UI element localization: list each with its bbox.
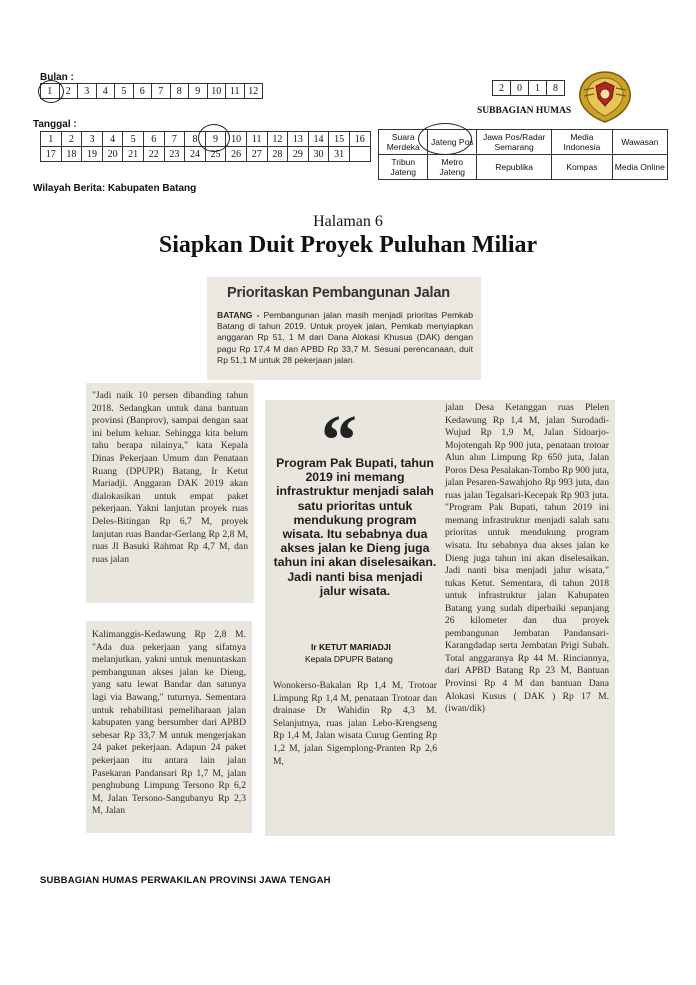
day-cell: 29 bbox=[288, 147, 309, 162]
quote-mark-icon: “ bbox=[321, 400, 357, 480]
media-suara-merdeka: Suara Merdeka bbox=[379, 130, 428, 155]
column3-text: jalan Desa Ketanggan ruas Plelen Kedawung Rp 1,4 M, jalan Surodadi-Wujud Rp 1,9 M, Jalan Sidoarjo-Mojotengah Rp 900 juta, penataan trotoar Alun alun Limpung Rp 650 juta, Jalan Poros Desa Pesalakan-Tombo Rp 900 juta, jalan Pesaren-Sawahjoho Rp 993 juta, dan ruas jalan Tegalsari-Kecepak Rp 903 juta. "Program Pak Bupati, tahun 2019 ini memang infrastruktur menjadi salah satu prioritas untuk mendukung program wisata. Itu sebabnya dua akses jalan ke Dieng juga tahun ini akan diselesaikan. Jadi nanti bisa menjadi jalur wisata," tukas Ketut. Sementara, di tahun 2018 untuk infrastruktur jalan Kabupaten Batang yang sudah diperbaiki sepanjang 26 kilometer dan dua proyek pembangunan Jembatan Pandansari-Karangdadap serta Jembatan Prigi Subah. Total anggaranya Rp 44 M. Rinciannya, dari APBD Batang Rp 23 M, Bantuan Provinsi Rp 4 M dan bantuan Dana Alokasi Kusus ( DAK ) Rp 17 M. (iwan/dik) bbox=[445, 402, 609, 715]
subbagian-humas-label: SUBBAGIAN HUMAS bbox=[477, 106, 572, 116]
media-media-indonesia: Media Indonesia bbox=[552, 130, 613, 155]
quote-name: Ir KETUT MARIADJI bbox=[311, 642, 391, 652]
media-jateng-pos: Jateng Pos bbox=[428, 130, 477, 155]
year-digit-cell: 2 bbox=[493, 81, 511, 96]
box-text: Pembangunan jalan masih menjadi prioritas Pemkab Batang di tahun 2019. Untuk proyek jalan, Pemkab menyiapkan anggaran Rp 51, 1 M dari Dana Alokasi Khusus (DAK) dengan pagu Rp 17,4 M dan APBD Rp 33,7 M. Sesuai perencanaan, duit Rp 51,1 M untuk 28 pekerjaan jalan. bbox=[217, 310, 474, 365]
day-cell: 30 bbox=[308, 147, 329, 162]
day-cell: 24 bbox=[185, 147, 206, 162]
column1-top-text: "Jadi naik 10 persen dibanding tahun 2018. Sedangkan untuk dana bantuan provinsi (Banprov), sampai dengan saat ini belum keluar. Sehingga kita belum tahu berapa nilainya," kata Kepala Dinas Pekerjaan Umum dan Penataan Ruang (DPUPR) Batang, Ir Ketut Mariadji. Anggaran DAK 2019 akan dialokasikan untuk empat paket pekerjaan. Yakni lanjutan proyek ruas Deles-Bitingan Rp 6,7 M, proyek lanjutan ruas Bandar-Gerlang Rp 2,8 M, ruas Jl Basuki Rahmat Rp 4,7 M, dan ruas jalan bbox=[92, 390, 248, 565]
month-cell: 4 bbox=[96, 84, 115, 99]
day-cell: 8 bbox=[185, 132, 206, 147]
year-digit-cell: 1 bbox=[529, 81, 547, 96]
month-selection-circle bbox=[38, 80, 64, 103]
media-kompas: Kompas bbox=[552, 155, 613, 180]
wilayah-berita: Wilayah Berita: Kabupaten Batang bbox=[33, 183, 197, 194]
day-cell: 18 bbox=[61, 147, 82, 162]
month-cell: 2 bbox=[59, 84, 78, 99]
day-cell: 15 bbox=[329, 132, 350, 147]
month-grid bbox=[40, 83, 263, 99]
column1-bottom-clip bbox=[86, 621, 252, 833]
month-cell: 7 bbox=[152, 84, 171, 99]
day-cell: 2 bbox=[61, 132, 82, 147]
day-cell: 17 bbox=[41, 147, 62, 162]
month-cell: 11 bbox=[226, 84, 245, 99]
garuda-emblem-icon bbox=[574, 68, 636, 126]
column2-text: Wonokerso-Bakalan Rp 1,4 M, Trotoar Limpung Rp 1,4 M, penataan Trotoar dan drainase Dr Wahidin Rp 4,3 M. Selanjutnya, ruas jalan Lebo-Krengseng Rp 1,4 M, Jalan wisata Curug Genting Rp 1,2 M, jalan Sigemplong-Pranten Rp 2,6 M, bbox=[273, 680, 437, 767]
footer-label: SUBBAGIAN HUMAS PERWAKILAN PROVINSI JAWA TENGAH bbox=[40, 875, 331, 886]
media-selection-circle bbox=[418, 123, 472, 155]
day-cell: 5 bbox=[123, 132, 144, 147]
day-cell: 20 bbox=[102, 147, 123, 162]
media-wawasan: Wawasan bbox=[612, 130, 667, 155]
media-republika: Republika bbox=[477, 155, 552, 180]
month-cell: 12 bbox=[244, 84, 263, 99]
day-cell: 28 bbox=[267, 147, 288, 162]
column3 bbox=[445, 402, 609, 716]
year-grid bbox=[492, 80, 565, 96]
day-cell: 12 bbox=[267, 132, 288, 147]
day-cell: 31 bbox=[329, 147, 350, 162]
lead-clip bbox=[207, 277, 481, 380]
column2 bbox=[273, 680, 437, 768]
day-cell: 4 bbox=[102, 132, 123, 147]
day-cell: 14 bbox=[308, 132, 329, 147]
month-cell: 10 bbox=[207, 84, 226, 99]
day-cell: 3 bbox=[82, 132, 103, 147]
column1-top-clip bbox=[86, 383, 254, 603]
media-metro-jateng: Metro Jateng bbox=[428, 155, 477, 180]
day-cell: 26 bbox=[226, 147, 247, 162]
month-cell: 6 bbox=[133, 84, 152, 99]
day-cell: 19 bbox=[82, 147, 103, 162]
month-cell: 5 bbox=[115, 84, 134, 99]
day-cell: 27 bbox=[246, 147, 267, 162]
month-cell: 9 bbox=[189, 84, 208, 99]
box-title: Prioritaskan Pembangunan Jalan bbox=[227, 285, 450, 301]
day-cell: 9 bbox=[205, 132, 226, 147]
main-body-clip bbox=[265, 400, 615, 836]
month-cell: 8 bbox=[170, 84, 189, 99]
quote-block bbox=[273, 400, 437, 675]
box-lead-bold: BATANG - bbox=[217, 310, 260, 320]
day-cell: 1 bbox=[41, 132, 62, 147]
media-tribun-jateng: Tribun Jateng bbox=[379, 155, 428, 180]
month-cell: 3 bbox=[78, 84, 97, 99]
day-cell bbox=[349, 147, 370, 162]
month-cell: 1 bbox=[41, 84, 60, 99]
day-cell: 23 bbox=[164, 147, 185, 162]
year-digit-cell: 8 bbox=[547, 81, 565, 96]
quote-role: Kepala DPUPR Batang bbox=[305, 654, 393, 664]
bulan-label: Bulan : bbox=[40, 72, 74, 83]
page-number: Halaman 6 bbox=[313, 213, 383, 230]
media-online: Media Online bbox=[612, 155, 667, 180]
tanggal-label: Tanggal : bbox=[33, 119, 77, 130]
column1-bottom-text: Kalimanggis-Kedawung Rp 2,8 M. "Ada dua pekerjaan yang sifatnya melanjutkan, yakni untuk menuntaskan pembangunan akses jalan ke Dieng, yang satu lewat Bandar dan satunya lagi via Bawang," tuturnya. Sementara untuk rehabilitasi pemeliharaan jalan kabupaten yang bersumber dari APBD sebesar Rp 33,7 M untuk mengerjakan 24 paket pekerjaan. Adapun 24 paket pekerjaan itu antara lain jalan Pasekaran Pandansari Rp 1,7 M, jalan penghubung Limpung Tersono Rp 6,2 M, Jalan Tersono-Sangubanyu Rp 2,3 M, Jalan bbox=[92, 629, 246, 817]
day-cell: 13 bbox=[288, 132, 309, 147]
day-cell: 22 bbox=[143, 147, 164, 162]
day-cell: 11 bbox=[246, 132, 267, 147]
day-cell: 6 bbox=[143, 132, 164, 147]
media-jawa-pos: Jawa Pos/Radar Semarang bbox=[477, 130, 552, 155]
day-selection-circle bbox=[198, 124, 230, 152]
day-cell: 7 bbox=[164, 132, 185, 147]
day-cell: 25 bbox=[205, 147, 226, 162]
day-cell: 10 bbox=[226, 132, 247, 147]
article-title: Siapkan Duit Proyek Puluhan Miliar bbox=[158, 232, 538, 258]
pull-quote: Program Pak Bupati, tahun 2019 ini memang infrastruktur menjadi salah satu prioritas untuk mendukung program wisata. Itu sebabnya dua akses jalan ke Dieng juga tahun ini akan diselesaikan. Jadi nanti bisa menjadi jalur wisata. bbox=[273, 456, 437, 598]
day-cell: 21 bbox=[123, 147, 144, 162]
year-digit-cell: 0 bbox=[511, 81, 529, 96]
day-cell: 16 bbox=[349, 132, 370, 147]
